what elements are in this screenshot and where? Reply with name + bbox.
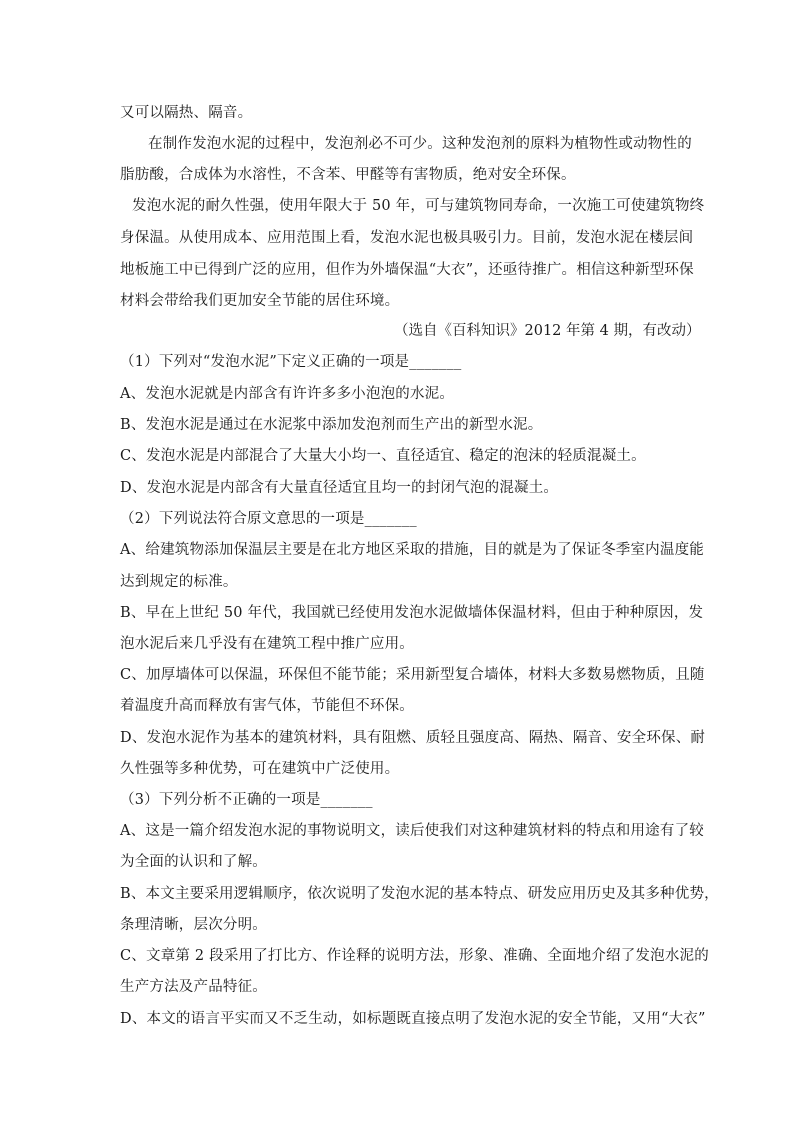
passage-line: 地板施工中已得到广泛的应用，但作为外墙保温“大衣”，还亟待推广。相信这种新型环保	[120, 262, 694, 278]
passage-line: 材料会带给我们更加安全节能的居住环境。	[120, 293, 400, 309]
option-line: D、发泡水泥是内部含有大量直径适宜且均一的封闭气泡的混凝土。	[120, 480, 559, 496]
option-line: A、这是一篇介绍发泡水泥的事物说明文，读后使我们对这种建筑材料的特点和用途有了较	[120, 823, 704, 839]
option-line: D、发泡水泥作为基本的建筑材料，具有阻燃、质轻且强度高、隔热、隔音、安全环保、耐	[120, 730, 706, 746]
question-stem: （2）下列说法符合原文意思的一项是_______	[120, 511, 417, 527]
question-stem: （1）下列对“发泡水泥”下定义正确的一项是_______	[120, 354, 462, 370]
option-line: 着温度升高而释放有害气体，节能但不环保。	[120, 698, 414, 714]
option-line: 为全面的认识和了解。	[120, 854, 267, 870]
option-line: A、发泡水泥就是内部含有许许多多小泡泡的水泥。	[120, 386, 455, 402]
option-line: 久性强等多种优势，可在建筑中广泛使用。	[120, 761, 400, 777]
option-line: D、本文的语言平实而又不乏生动，如标题既直接点明了发泡水泥的安全节能，又用“大衣”	[120, 1011, 706, 1027]
option-line: C、发泡水泥是内部混合了大量大小均一、直径适宜、稳定的泡沫的轻质混凝土。	[120, 448, 646, 464]
passage-line: 身保温。从使用成本、应用范围上看，发泡水泥也极具吸引力。目前，发泡水泥在楼层间	[120, 230, 694, 246]
option-line: C、加厚墙体可以保温，环保但不能节能；采用新型复合墙体，材料大多数易燃物质，且随	[120, 667, 705, 683]
option-line: C、文章第 2 段采用了打比方、作诠释的说明方法，形象、准确、全面地介绍了发泡水泥的	[120, 948, 709, 964]
option-line: B、发泡水泥是通过在水泥浆中添加发泡剂而生产出的新型水泥。	[120, 417, 543, 433]
passage-line: 在制作发泡水泥的过程中，发泡剂必不可少。这种发泡剂的原料为植物性或动物性的	[148, 136, 692, 152]
option-line: 生产方法及产品特征。	[120, 979, 267, 995]
option-line: 泡水泥后来几乎没有在建筑工程中推广应用。	[120, 636, 414, 652]
option-line: 达到规定的标准。	[120, 574, 238, 590]
option-line: B、本文主要采用逻辑顺序，依次说明了发泡水泥的基本特点、研发应用历史及其多种优势，	[120, 886, 719, 902]
source-citation: （选自《百科知识》2012 年第 4 期，有改动）	[394, 323, 701, 339]
option-line: A、给建筑物添加保温层主要是在北方地区采取的措施，目的就是为了保证冬季室内温度能	[120, 542, 704, 558]
question-stem: （3）下列分析不正确的一项是_______	[120, 792, 373, 808]
option-line: 条理清晰，层次分明。	[120, 917, 267, 933]
option-line: B、早在上世纪 50 年代，我国就已经使用发泡水泥做墙体保温材料，但由于种种原因，发	[120, 605, 704, 621]
passage-line: 又可以隔热、隔音。	[120, 105, 253, 121]
passage-line: 脂肪酸，合成体为水溶性，不含苯、甲醛等有害物质，绝对安全环保。	[120, 167, 576, 183]
passage-line: 发泡水泥的耐久性强，使用年限大于 50 年，可与建筑物同寿命，一次施工可使建筑物终	[132, 198, 705, 214]
